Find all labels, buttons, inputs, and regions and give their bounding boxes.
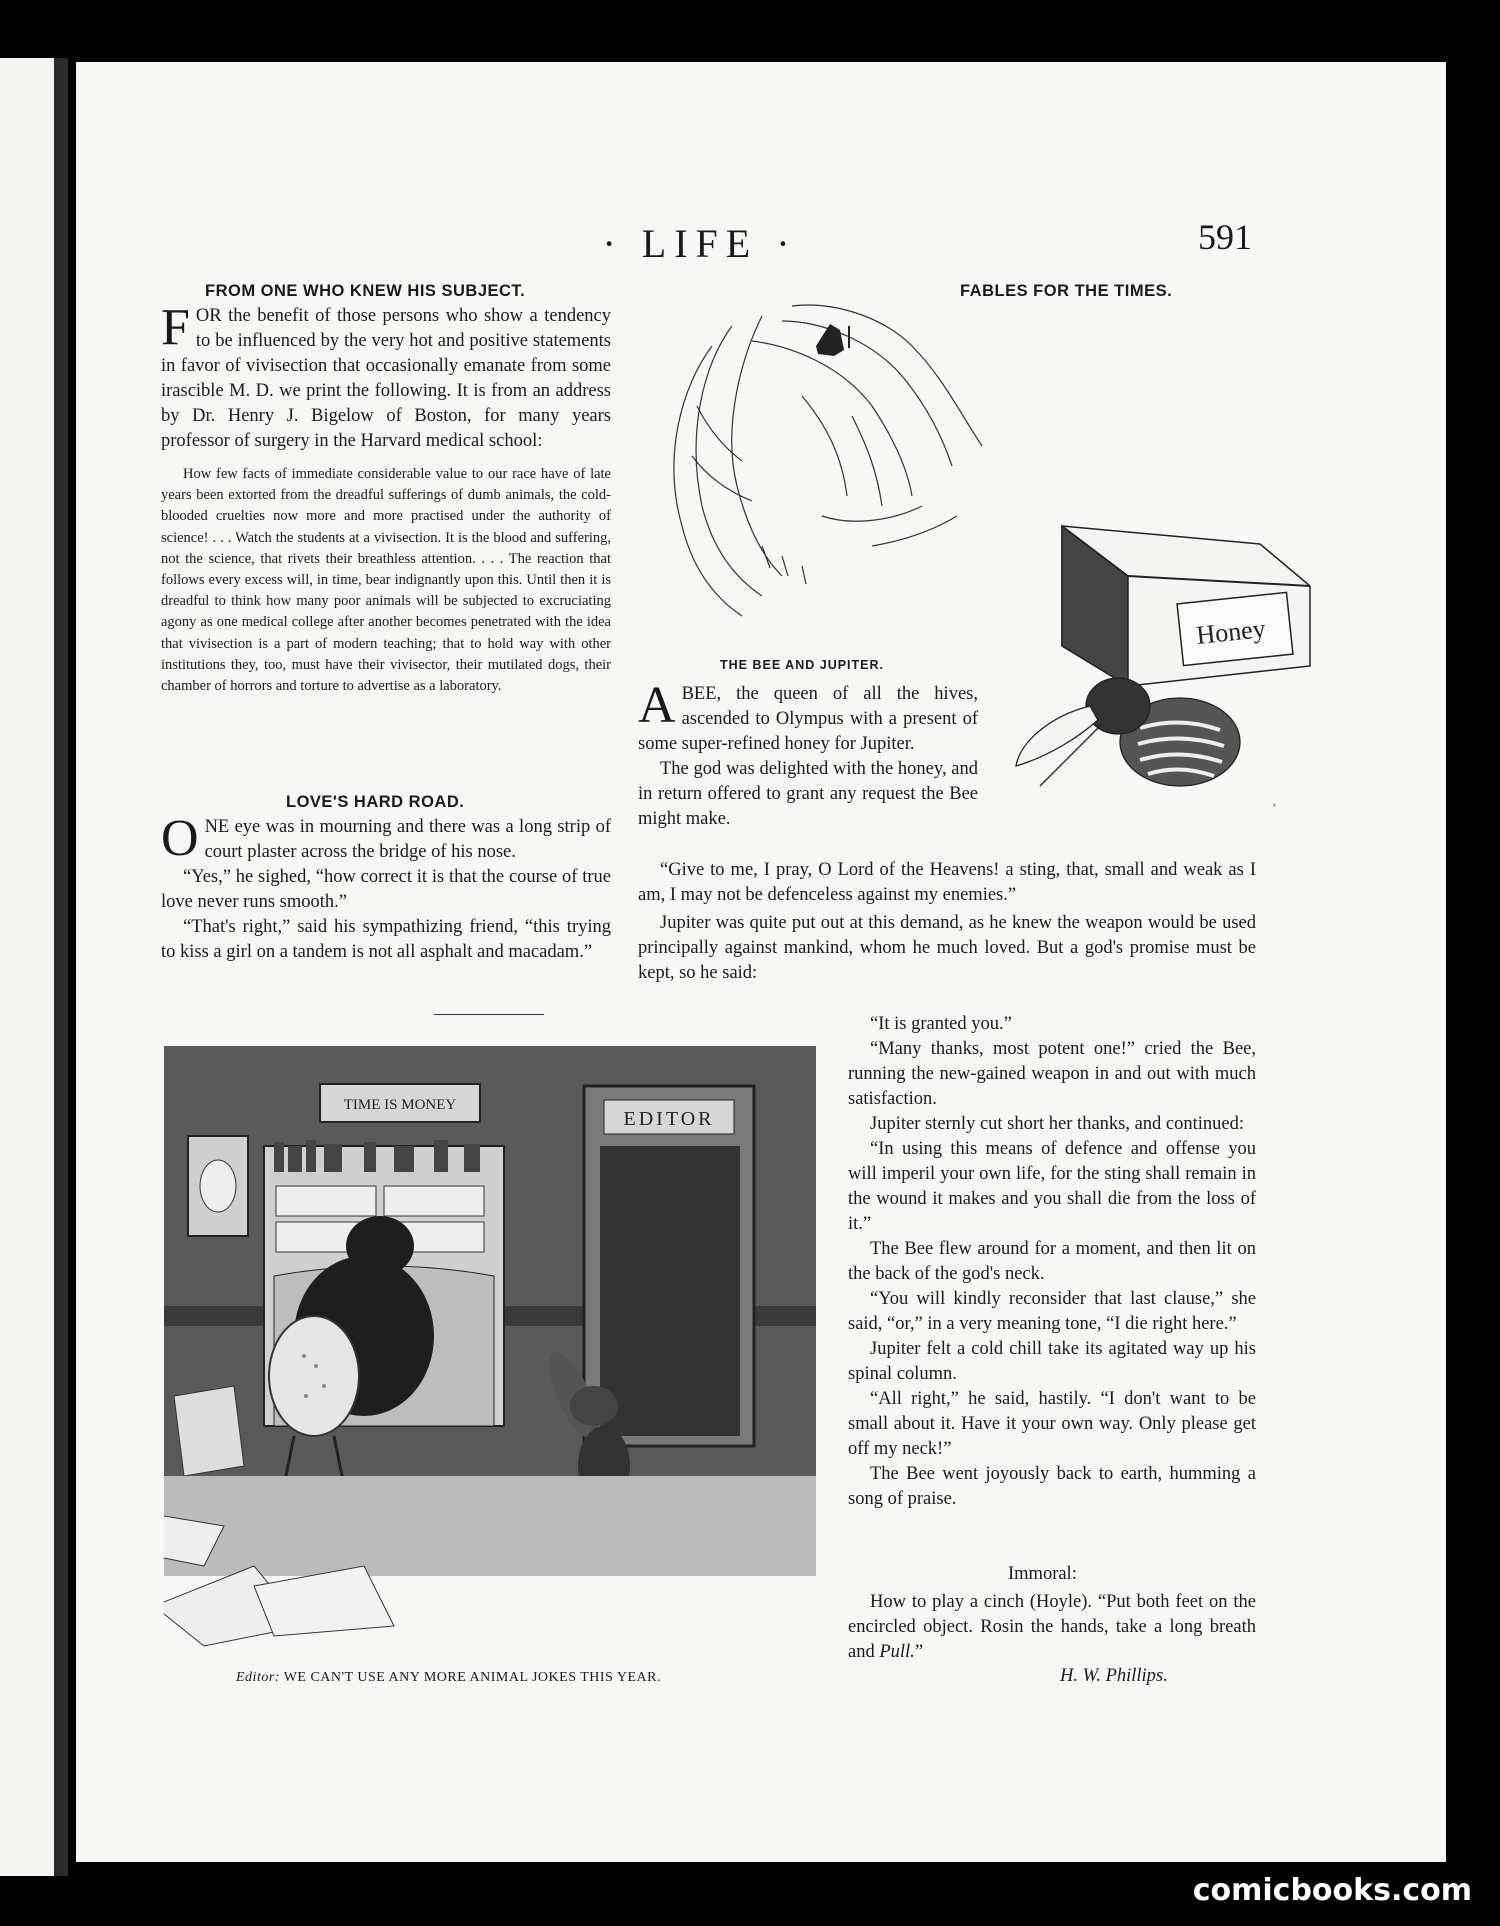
quote-paragraph: How few facts of immediate considerable value to our race have of late years been extorted from the dreadful sufferings of dumb animals, the cold-blooded cruelties now more and more practised under the authority of science! . . . Watch the students at a vivisection. It is the blood and suffering, not the science, that rivets their breathless attention. . . . The reaction that follows every excess will, in time, bear indignantly upon this. Until then it is dreadful to think how many poor animals will be subjected to excruciating agony as one medical college after another becomes penetrated with the idea that vivisection is a part of modern teaching; that to hold way with other institutions they, too, must have their vivisector, their mutilated dogs, their chamber of horrors and torture to advertise as a laboratory. <box>161 466 611 695</box>
fable-paragraph-4: Jupiter was quite put out at this demand, as he knew the weapon would be used principally against mankind, whom he much loved. But a god's promise must be kept, so he said: <box>638 913 1256 983</box>
fable-paragraph-2: The god was delighted with the honey, and in return offered to grant any request the Bee might make. <box>638 759 978 829</box>
fable-paragraph-6: “Many thanks, most potent one!” cried the Bee, running the new-gained weapon in and out with much satisfaction. <box>848 1039 1256 1109</box>
caption-line: WE CAN'T USE ANY MORE ANIMAL JOKES THIS YEAR. <box>279 1670 661 1685</box>
love-paragraph-2: “Yes,” he sighed, “how correct it is that the course of true love never runs smooth.” <box>161 867 611 912</box>
moral-body: How to play a cinch (Hoyle). “Put both feet on the encircled object. Rosin the hands, take a long breath and <box>848 1592 1256 1662</box>
article-vivisection-quote <box>161 464 611 697</box>
love-paragraph-3: “That's right,” said his sympathizing friend, “this trying to kiss a girl on a tandem is not all asphalt and macadam.” <box>161 917 611 962</box>
fable-paragraph-3: “Give to me, I pray, O Lord of the Heavens! a sting, that, small and weak as I am, I may not be defenceless against my enemies.” <box>638 860 1256 905</box>
moral-title: Immoral: <box>1008 1564 1077 1584</box>
door-sign-editor: EDITOR <box>623 1108 715 1130</box>
fable-paragraph-10: “You will kindly reconsider that last clause,” she said, “or,” in a very meaning tone, “I die right here.” <box>848 1289 1256 1334</box>
moral-close: ” <box>914 1642 924 1662</box>
moral-text <box>848 1590 1256 1665</box>
headline-fables-for-the-times: FABLES FOR THE TIMES. <box>960 282 1173 300</box>
headline-from-one-who-knew: FROM ONE WHO KNEW HIS SUBJECT. <box>205 282 526 300</box>
jupiter-clouds-illustration <box>652 286 1002 626</box>
fable-paragraph-5: “It is granted you.” <box>870 1014 1012 1034</box>
fable-paragraph-8: “In using this means of defence and offense you will imperil your own life, for the sting shall remain in the wound it makes and you shall die from the loss of it.” <box>848 1139 1256 1234</box>
article-loves-hard-road <box>161 810 611 965</box>
caption-speaker: Editor: <box>236 1670 280 1685</box>
fable-paragraph-11: Jupiter felt a cold chill take its agitated way up his spinal column. <box>848 1339 1256 1384</box>
page-number: 591 <box>1198 217 1252 257</box>
fable-paragraph-13: The Bee went joyously back to earth, humming a song of praise. <box>848 1464 1256 1509</box>
fable-paragraph-12: “All right,” he said, hastily. “I don't want to be small about it. Have it your own way. Only please get off my neck!” <box>848 1389 1256 1459</box>
moral-emphasis: Pull. <box>879 1642 915 1662</box>
wall-sign-time-is-money: TIME IS MONEY <box>343 1097 457 1113</box>
article-vivisection-intro <box>161 299 611 454</box>
watermark: comicbooks.com <box>1192 1873 1472 1908</box>
author-signature: H. W. Phillips. <box>1060 1666 1168 1686</box>
fable-intro-column <box>638 677 978 832</box>
fable-wide-column <box>638 858 1256 986</box>
facing-page-edge <box>0 58 58 1876</box>
love-paragraph-1: ONE eye was in mourning and there was a long strip of court plaster across the bridge of his nose. <box>161 810 611 867</box>
intro-paragraph: FOR the benefit of those persons who show a tendency to be influenced by the very hot and positive statements in favor of vivisection that occasionally emanate from some irascible M. D. we print the following. It is from an address by Dr. Henry J. Bigelow of Boston, for many years professor of surgery in the Harvard medical school: <box>161 299 611 451</box>
caption-bee-and-jupiter: THE BEE AND JUPITER. <box>720 658 885 672</box>
fable-right-column <box>848 1012 1256 1512</box>
svg-text:×: × <box>1272 801 1277 810</box>
editor-bear-cartoon <box>164 1046 816 1652</box>
fable-paragraph-1: ABEE, the queen of all the hives, ascended to Olympus with a present of some super-refined honey for Jupiter. <box>638 677 978 754</box>
book-spine <box>54 58 68 1876</box>
section-divider <box>434 1014 544 1015</box>
cartoon-caption <box>236 1670 661 1686</box>
headline-loves-hard-road: LOVE'S HARD ROAD. <box>286 793 465 811</box>
masthead: · LIFE · <box>602 221 798 266</box>
bee-with-honey-box-illustration <box>1010 516 1340 816</box>
fable-paragraph-7: Jupiter sternly cut short her thanks, and continued: <box>870 1114 1245 1134</box>
honey-label: Honey <box>1194 613 1267 650</box>
fable-paragraph-9: The Bee flew around for a moment, and then lit on the back of the god's neck. <box>848 1239 1256 1284</box>
